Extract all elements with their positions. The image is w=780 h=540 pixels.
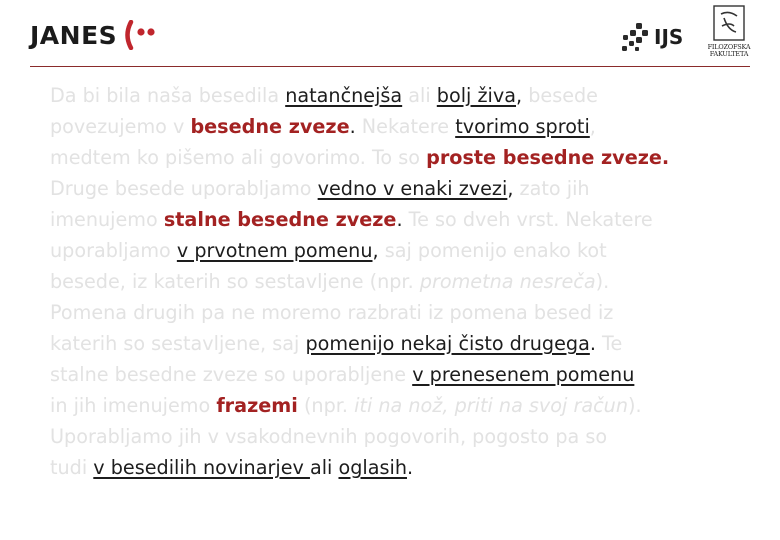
underlined-phrase: pomenijo nekaj čisto drugega: [305, 332, 590, 355]
text-segment: besede: [522, 84, 598, 107]
text-segment: ,: [516, 84, 523, 107]
text-segment: Uporabljamo jih v vsakodnevnih pogovorih, pogosto pa so: [50, 425, 608, 448]
text-segment: Te: [595, 332, 623, 355]
text-segment: zato jih: [513, 177, 590, 200]
underlined-phrase: natančnejša: [285, 84, 403, 107]
main-text: [50, 80, 755, 483]
text-line: [50, 111, 755, 142]
text-segment: prometna nesreča: [419, 270, 596, 293]
header-divider: [30, 66, 750, 67]
text-line: [50, 204, 755, 235]
text-segment: .: [349, 115, 356, 138]
text-segment: medtem ko pišemo ali govorimo. To so: [50, 146, 427, 169]
text-line: [50, 452, 755, 483]
underlined-phrase: v prvotnem pomenu: [176, 239, 373, 262]
underlined-phrase: v prenesenem pomenu: [412, 363, 635, 386]
text-segment: ali: [309, 456, 333, 479]
text-segment: .: [396, 208, 403, 231]
text-segment: ,: [372, 239, 379, 262]
text-segment: Druge besede uporabljamo: [50, 177, 318, 200]
janes-bracket-icon: [121, 20, 157, 50]
text-segment: ).: [595, 270, 610, 293]
text-segment: uporabljamo: [50, 239, 177, 262]
janes-logo: [30, 15, 157, 55]
text-segment: ).: [627, 394, 642, 417]
underlined-phrase: bolj živa: [436, 84, 516, 107]
text-segment: ,: [589, 115, 596, 138]
text-segment: Da bi bila naša besedila: [50, 84, 286, 107]
text-line: [50, 297, 755, 328]
text-segment: iti na nož, priti na svoj račun: [354, 394, 628, 417]
text-segment: saj pomenijo enako kot: [378, 239, 607, 262]
header: [0, 0, 780, 70]
text-segment: katerih so sestavljene, saj: [50, 332, 306, 355]
text-segment: .: [406, 456, 414, 479]
key-term: besedne zveze: [190, 115, 350, 138]
ijs-dots-icon: [620, 21, 650, 53]
text-segment: besede, iz katerih so sestavljene (npr.: [50, 270, 420, 293]
text-line: [50, 390, 755, 421]
faculty-logo: [706, 4, 752, 60]
text-segment: Nekatere: [355, 115, 456, 138]
text-segment: in jih imenujemo: [50, 394, 217, 417]
text-segment: (npr.: [297, 394, 355, 417]
text-segment: stalne besedne zveze so uporabljene: [50, 363, 413, 386]
text-segment: ali: [402, 84, 437, 107]
faculty-logo-text: FILOZOFSKA FAKULTETA: [707, 43, 751, 58]
underlined-phrase: oglasih: [338, 456, 407, 479]
janes-logo-text: JANES: [30, 20, 118, 50]
ijs-logo: [620, 20, 683, 54]
text-segment: imenujemo: [50, 208, 164, 231]
underlined-phrase: vedno v enaki zvezi: [317, 177, 508, 200]
text-segment: povezujemo v: [50, 115, 191, 138]
text-line: [50, 328, 755, 359]
underlined-phrase: tvorimo sproti: [455, 115, 590, 138]
text-segment: Te so dveh vrst. Nekatere: [402, 208, 653, 231]
key-term: proste besedne zveze.: [426, 146, 670, 169]
text-segment: ,: [507, 177, 514, 200]
text-line: [50, 142, 755, 173]
text-line: [50, 173, 755, 204]
text-line: [50, 235, 755, 266]
text-line: [50, 266, 755, 297]
text-segment: Pomena drugih pa ne moremo razbrati iz pomena besed iz: [50, 301, 614, 324]
faculty-emblem-icon: [706, 4, 752, 44]
text-line: [50, 421, 755, 452]
text-segment: tudi: [50, 456, 94, 479]
ijs-logo-text: IJS: [654, 25, 684, 49]
key-term: frazemi: [216, 394, 298, 417]
key-term: stalne besedne zveze: [163, 208, 397, 231]
text-line: [50, 359, 755, 390]
text-line: [50, 80, 755, 111]
underlined-phrase: v besedilih novinarjev: [93, 456, 310, 479]
text-segment: .: [589, 332, 596, 355]
